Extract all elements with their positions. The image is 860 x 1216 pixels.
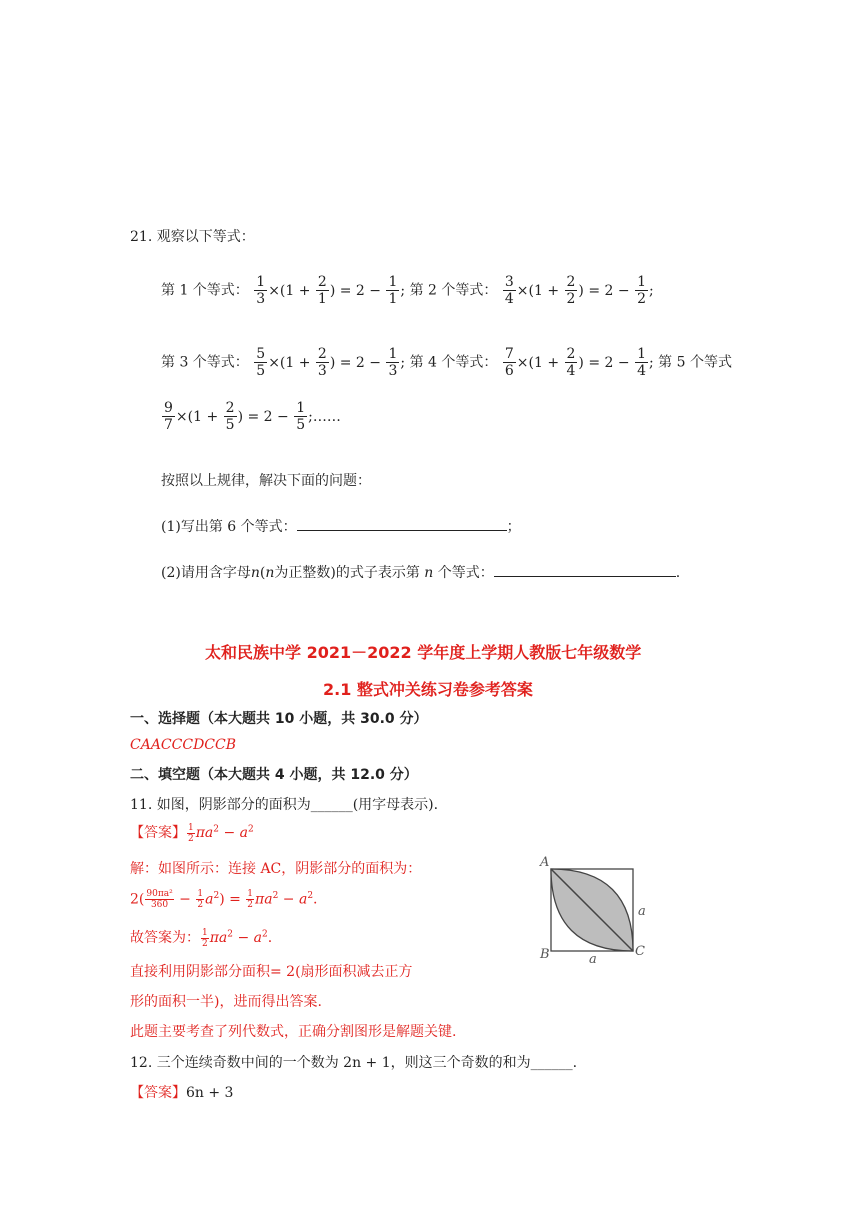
q11-solution-formula: 2( $\frac{\text{90πa²}}{360}$ − $\frac{1}{2}$ $a^2$) = $\frac{1}{2}$ $\pi a^2 - a^2$. bbox=[130, 889, 318, 910]
label-side-bottom: a bbox=[589, 952, 597, 967]
q21-equation-line-1 bbox=[161, 274, 654, 307]
q11-answer: 【答案】 $\frac{1}{2}$ $\pi a^2 - a^2$ bbox=[130, 822, 254, 844]
q21-rule: 按照以上规律，解决下面的问题： bbox=[161, 473, 371, 489]
eq4-label: 第 4 个等式： bbox=[409, 354, 498, 371]
section-fill: 二、填空题（本大题共 4 小题，共 12.0 分） bbox=[130, 767, 418, 783]
label-C: C bbox=[635, 944, 645, 959]
part1-label: (1)写出第 6 个等式： bbox=[161, 519, 297, 535]
part1-end: ； bbox=[506, 519, 521, 535]
part2-blank[interactable] bbox=[494, 576, 676, 577]
eq3-label: 第 3 个等式： bbox=[161, 354, 249, 371]
q12-answer-value: 6n + 3 bbox=[186, 1085, 234, 1101]
eq2-formula: $\frac{3}{4}$ ×(1 + $\frac{2}{2}$ ) = 2 − $\frac{1}{2}$ ; bbox=[504, 274, 654, 307]
eq3-formula: $\frac{5}{5}$ ×(1 + $\frac{2}{3}$ ) = 2 − $\frac{1}{3}$ ; bbox=[256, 346, 410, 379]
q21-part2: (2)请用含字母n(n为正整数)的式子表示第 n 个等式： . bbox=[161, 565, 681, 581]
answer-title-2: 2.1 整式冲关练习卷参考答案 bbox=[323, 680, 533, 699]
answer-title-1: 太和民族中学 2021－2022 学年度上学期人教版七年级数学 bbox=[205, 643, 642, 662]
answer-label-12: 【答案】 bbox=[130, 1085, 186, 1101]
q11-note-1: 直接利用阴影部分面积= 2(扇形面积减去正方 bbox=[130, 964, 413, 980]
eq1-label: 第 1 个等式： bbox=[161, 282, 249, 299]
eq5-label: 第 5 个等式 bbox=[658, 354, 732, 371]
q21-part1 bbox=[161, 516, 521, 536]
var-n: n bbox=[250, 565, 260, 581]
square-figure bbox=[536, 852, 656, 968]
q11-solution-1: 解：如图所示：连接 AC，阴影部分的面积为： bbox=[130, 861, 422, 877]
q11-note-3: 此题主要考查了列代数式，正确分割图形是解题关键. bbox=[130, 1024, 457, 1040]
q11-note-2: 形的面积一半)，进而得出答案. bbox=[130, 994, 322, 1010]
q21-equation-line-3 bbox=[161, 400, 341, 433]
part2-tail: 个等式： bbox=[433, 565, 494, 581]
conclude-label: 故答案为： bbox=[130, 930, 200, 946]
q11-conclusion: 故答案为： $\frac{1}{2}$ $\pi a^2 - a^2$. bbox=[130, 927, 273, 949]
part1-blank[interactable] bbox=[297, 530, 507, 531]
eq1-formula: $\frac{1}{3}$ ×(1 + $\frac{2}{1}$ ) = 2 − $\frac{1}{1}$ ; bbox=[256, 274, 410, 307]
part2-label: (2)请用含字母 bbox=[161, 565, 251, 581]
q11-text: 11. 如图，阴影部分的面积为______(用字母表示). bbox=[130, 797, 439, 813]
eq5-formula: $\frac{9}{7}$ ×(1 + $\frac{2}{5}$ ) = 2 − $\frac{1}{5}$ ;…… bbox=[164, 400, 341, 433]
label-B: B bbox=[540, 947, 550, 962]
label-A: A bbox=[540, 855, 550, 870]
answer-label: 【答案】 bbox=[130, 825, 186, 841]
eq2-label: 第 2 个等式： bbox=[409, 282, 498, 299]
part2-end: . bbox=[675, 565, 681, 581]
q12-answer bbox=[130, 1082, 233, 1102]
choice-answers: CAACCCDCCB bbox=[130, 737, 237, 753]
part2-mid: 为正整数)的式子表示第 bbox=[274, 565, 425, 581]
q21-heading: 21. 观察以下等式： bbox=[130, 229, 255, 245]
eq4-formula: $\frac{7}{6}$ ×(1 + $\frac{2}{4}$ ) = 2 − $\frac{1}{4}$ ; bbox=[504, 346, 659, 379]
q12-text: 12. 三个连续奇数中间的一个数为 2n + 1，则这三个奇数的和为______. bbox=[130, 1055, 578, 1071]
label-side-right: a bbox=[638, 904, 646, 919]
q21-equation-line-2 bbox=[161, 346, 732, 379]
section-choice: 一、选择题（本大题共 10 小题，共 30.0 分） bbox=[130, 711, 428, 727]
